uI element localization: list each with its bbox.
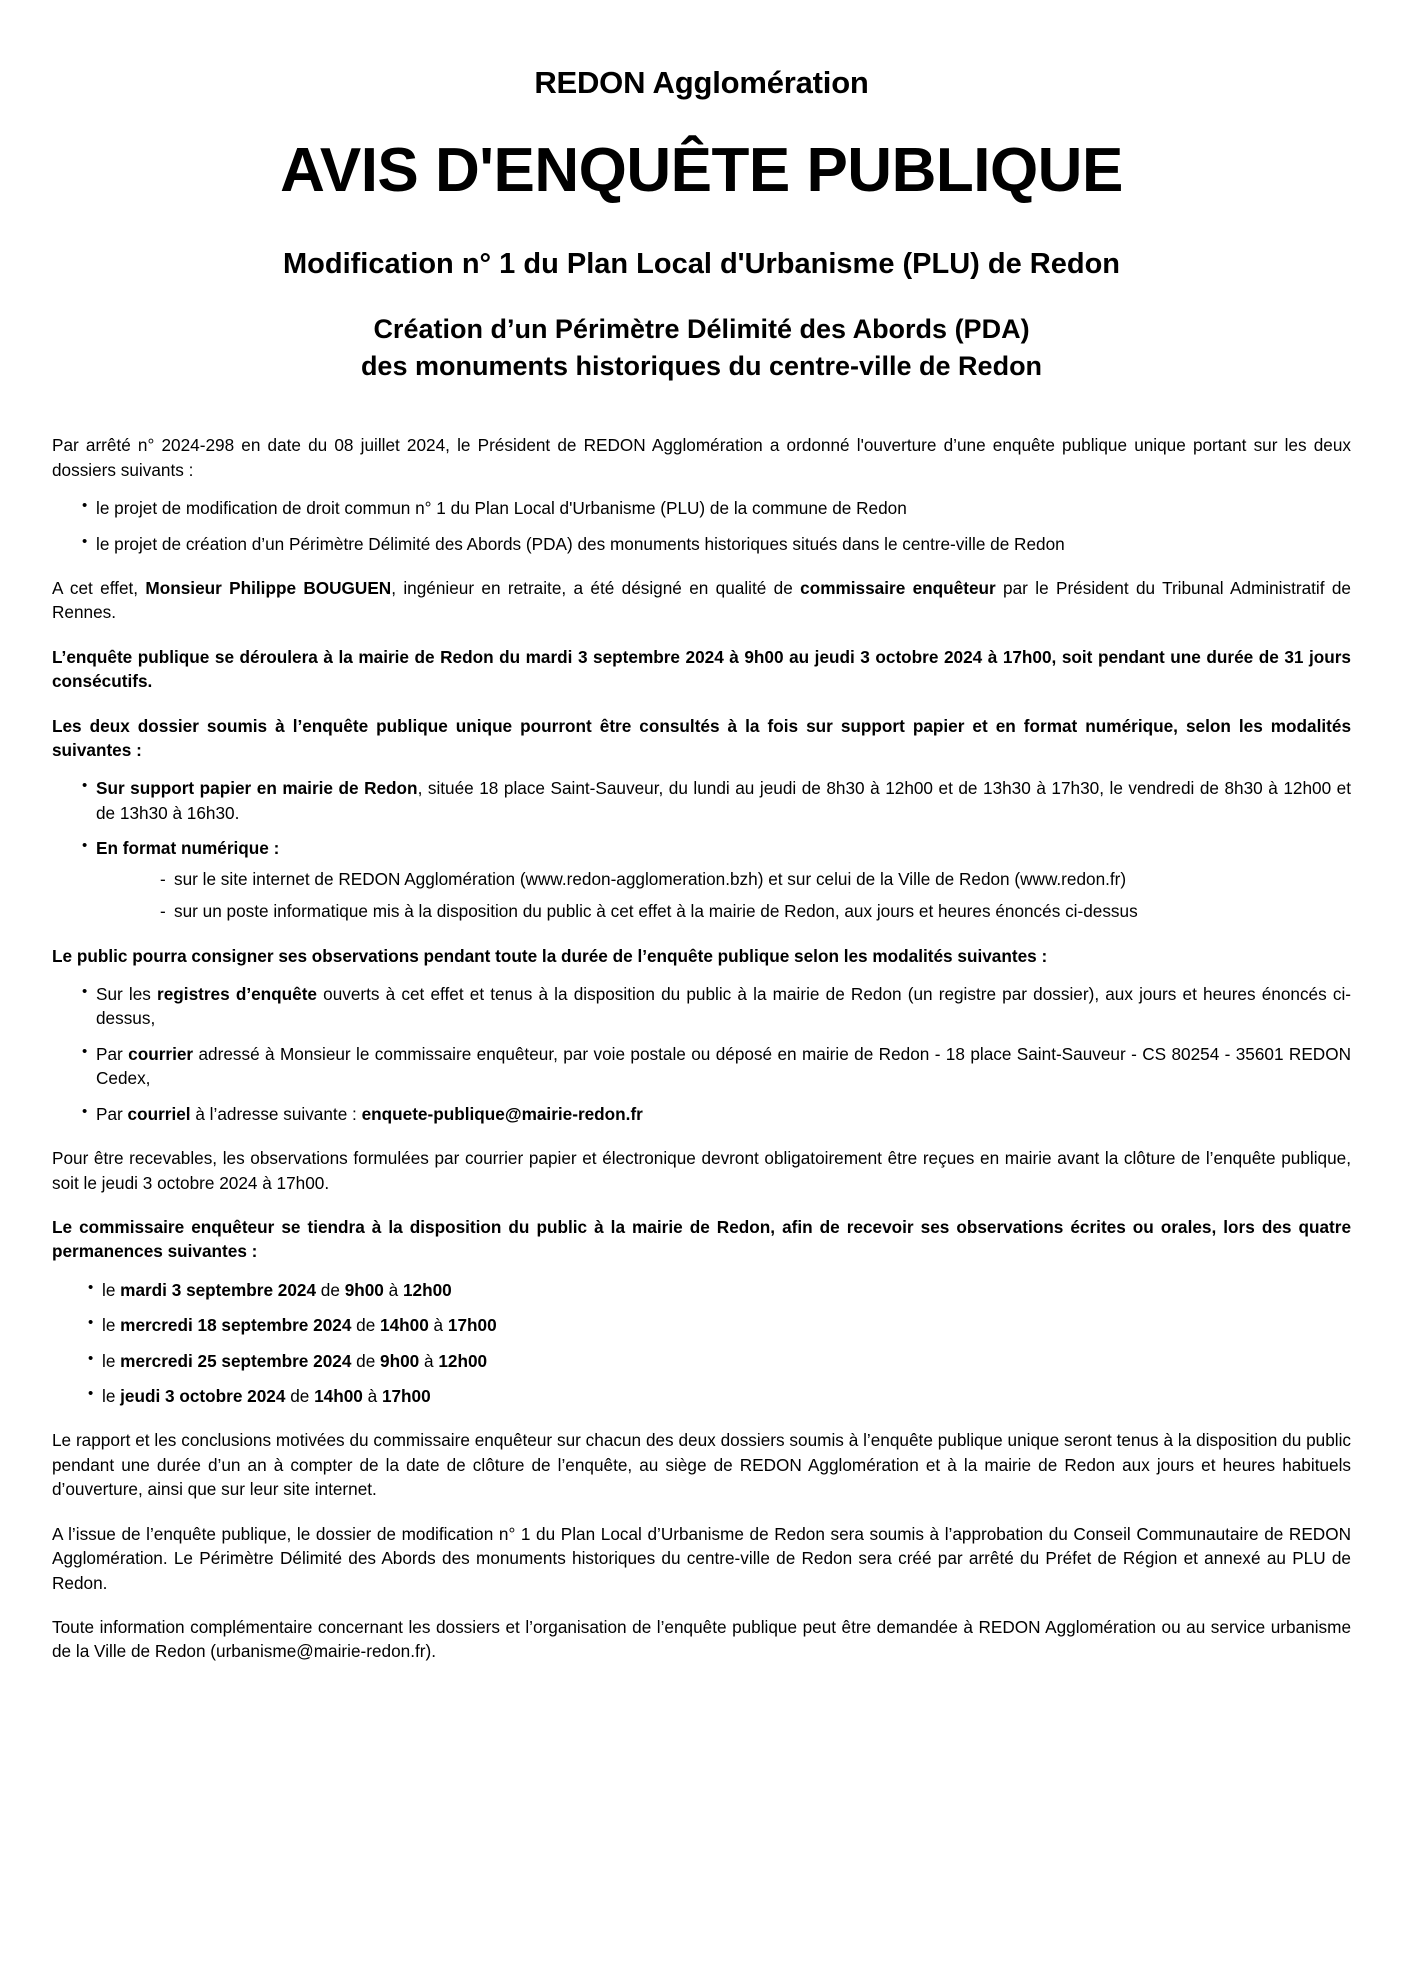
subtitle-plu: Modification n° 1 du Plan Local d'Urbanisme (PLU) de Redon <box>283 248 1120 281</box>
permanence-to: à <box>428 1315 448 1336</box>
permanence-mid: de <box>316 1279 345 1300</box>
subtitle-pda <box>52 311 1351 386</box>
permanence-to: à <box>362 1386 382 1407</box>
page-title: AVIS D'ENQUÊTE PUBLIQUE <box>280 136 1123 206</box>
registres-details: ouverts à cet effet et tenus à la disposition du public à la mairie de Redon (un registre par dossier), aux jours et heures énoncés ci-dessus, <box>96 983 1352 1029</box>
permanence-prefix: le <box>102 1386 121 1407</box>
permanence-mid: de <box>351 1315 381 1336</box>
permanence-to: à <box>419 1350 439 1371</box>
permanence-item <box>52 1313 1351 1337</box>
permanences-list <box>52 1278 1351 1409</box>
list-item: • le projet de création d’un Périmètre Délimité des Abords (PDA) des monuments historiques situés dans le centre-ville de Redon <box>52 532 1351 556</box>
permanence-date: mardi 3 septembre 2024 <box>120 1279 317 1300</box>
permanence-prefix: le <box>102 1315 121 1336</box>
list-item-registres <box>52 982 1351 1031</box>
permanence-item <box>52 1349 1351 1373</box>
permanence-end-time: 17h00 <box>447 1315 497 1336</box>
permanences-intro: Le commissaire enquêteur se tiendra à la disposition du public à la mairie de Redon, afin de recevoir ses observations écrites ou orales, lors des quatre permanences suivantes : <box>52 1216 1351 1262</box>
permanence-date: jeudi 3 octobre 2024 <box>120 1386 286 1407</box>
list-item-courrier <box>52 1042 1351 1091</box>
courrier-prefix: Par <box>96 1043 129 1064</box>
subtitle-pda-line-2: des monuments historiques du centre-ville de Redon <box>360 350 1043 381</box>
organisation-title: REDON Agglomération <box>534 65 869 100</box>
intro-paragraph: Par arrêté n° 2024-298 en date du 08 juillet 2024, le Président de REDON Agglomération a ordonné l'ouverture d’une enquête publique unique portant sur les deux dossiers suivants : <box>52 435 1351 480</box>
contact-paragraph: Toute information complémentaire concernant les dossiers et l’organisation de l’enquête publique peut être demandée à REDON Agglomération ou au service urbanisme de la Ville de Redon (urbanisme@mairie-redon.fr). <box>52 1617 1351 1662</box>
permanence-mid: de <box>351 1350 381 1371</box>
courrier-label: courrier <box>128 1043 194 1064</box>
issue-paragraph: A l’issue de l’enquête publique, le dossier de modification n° 1 du Plan Local d’Urbanisme de Redon sera soumis à l’approbation du Conseil Communautaire de REDON Agglomération. Le Périmètre Délimité des Abords des monuments historiques du centre-ville de Redon sera créé par arrêté du Préfet de Région et annexé au PLU de Redon. <box>52 1523 1351 1593</box>
list-item-digital <box>52 836 1351 923</box>
rapport-paragraph: Le rapport et les conclusions motivées du commissaire enquêteur sur chacun des deux dossiers soumis à l’enquête publique unique seront tenus à la disposition du public pendant une durée d’un an à compter de la date de clôture de l’enquête, au siège de REDON Agglomération et à la mairie de Redon aux jours et heures habituels d’ouverture, ainsi que sur leur site internet. <box>52 1430 1351 1500</box>
sublist-item: - sur le site internet de REDON Agglomération (www.redon-agglomeration.bzh) et sur celui de la Ville de Redon (www.redon.fr) <box>96 867 1351 891</box>
registres-prefix: Sur les <box>96 983 158 1004</box>
recevables-paragraph: Pour être recevables, les observations formulées par courrier papier et électronique devront obligatoirement être reçues en mairie avant la clôture de l’enquête publique, soit le jeudi 3 octobre 2024 à 17h00. <box>52 1148 1351 1193</box>
permanence-start-time: 14h00 <box>314 1386 363 1407</box>
permanence-start-time: 14h00 <box>380 1315 429 1336</box>
paper-label: Sur support papier en mairie de Redon <box>96 778 418 799</box>
digital-label: En format numérique : <box>96 838 280 859</box>
list-item-paper <box>52 776 1351 825</box>
subtitle-pda-line-1: Création d’un Périmètre Délimité des Abords (PDA) <box>373 313 1030 344</box>
courriel-email-address: enquete-publique@mairie-redon.fr <box>361 1103 643 1124</box>
permanence-end-time: 12h00 <box>402 1279 452 1300</box>
document-body <box>52 433 1351 1664</box>
courriel-middle: à l’adresse suivante : <box>190 1103 362 1124</box>
commissaire-prefix: A cet effet, <box>52 577 146 598</box>
commissaire-role: commissaire enquêteur <box>800 577 996 598</box>
observations-intro: Le public pourra consigner ses observations pendant toute la durée de l’enquête publique selon les modalités suivantes : <box>52 945 1048 966</box>
commissaire-paragraph <box>52 576 1351 625</box>
observations-list <box>52 982 1351 1126</box>
list-item-courriel <box>52 1102 1351 1126</box>
paper-details: , située 18 place Saint-Sauveur, du lundi au jeudi de 8h30 à 12h00 et de 13h30 à 17h30, le vendredi de 8h30 à 12h00 et de 13h30 à 16h30. <box>96 778 1351 823</box>
consultation-list <box>52 776 1351 923</box>
commissaire-middle: , ingénieur en retraite, a été désigné en qualité de <box>391 577 801 598</box>
permanence-date: mercredi 18 septembre 2024 <box>120 1315 352 1336</box>
digital-sublist <box>96 867 1351 924</box>
permanence-prefix: le <box>102 1279 121 1300</box>
permanence-item <box>52 1278 1351 1302</box>
courriel-prefix: Par <box>96 1103 128 1124</box>
permanence-prefix: le <box>102 1350 121 1371</box>
permanence-mid: de <box>285 1386 315 1407</box>
consultation-intro: Les deux dossier soumis à l’enquête publique unique pourront être consultés à la fois sur support papier et en format numérique, selon les modalités suivantes : <box>52 715 1351 761</box>
intro-bullet-list <box>52 496 1351 556</box>
sublist-item: - sur un poste informatique mis à la disposition du public à cet effet à la mairie de Redon, aux jours et heures énoncés ci-dessus <box>96 899 1351 923</box>
commissaire-name: Monsieur Philippe BOUGUEN <box>145 577 392 598</box>
courriel-label: courriel <box>127 1103 191 1124</box>
permanence-end-time: 12h00 <box>438 1350 488 1371</box>
permanence-to: à <box>383 1279 403 1300</box>
dates-paragraph: L’enquête publique se déroulera à la mairie de Redon du mardi 3 septembre 2024 à 9h00 au jeudi 3 octobre 2024 à 17h00, soit pendant une durée de 31 jours consécutifs. <box>52 646 1351 692</box>
permanence-start-time: 9h00 <box>344 1279 384 1300</box>
permanence-end-time: 17h00 <box>381 1386 431 1407</box>
permanence-date: mercredi 25 septembre 2024 <box>120 1350 352 1371</box>
commissaire-suffix: par le Président du Tribunal Administratif de Rennes. <box>52 577 1351 623</box>
permanence-item <box>52 1384 1351 1408</box>
list-item: • le projet de modification de droit commun n° 1 du Plan Local d'Urbanisme (PLU) de la commune de Redon <box>52 496 1351 520</box>
courrier-details: adressé à Monsieur le commissaire enquêteur, par voie postale ou déposé en mairie de Redon - 18 place Saint-Sauveur - CS 80254 - 35601 REDON Cedex, <box>96 1043 1351 1089</box>
registres-label: registres d’enquête <box>157 983 317 1004</box>
permanence-start-time: 9h00 <box>380 1350 420 1371</box>
